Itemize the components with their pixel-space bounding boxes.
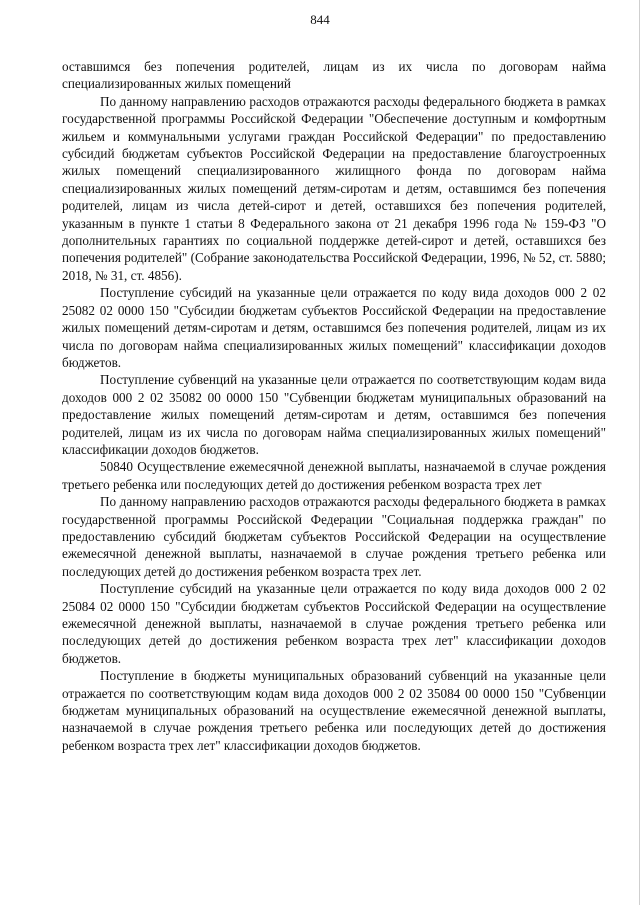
- paragraph-federal-budget-housing: По данному направлению расходов отражаются расходы федерального бюджета в рамках государственной программы Российской Федерации "Обеспечение доступным и комфортным жильем и коммунальными услугами граждан Российской Федерации" по предоставлению субсидий бюджетам субъектов Российской Федерации на предоставление благоустроенных жилых помещений специализированного жилищного фонда по договорам найма специализированных жилых помещений детям-сиротам и детям, оставшимся без попечения родителей, лицам из числа детей-сирот и детей, оставшихся без попечения родителей, указанным в пункте 1 статьи 8 Федерального закона от 21 декабря 1996 года № 159-ФЗ "О дополнительных гарантиях по социальной поддержке детей-сирот и детей, оставшихся без попечения родителей" (Собрание законодательства Российской Федерации, 1996, № 52, ст. 5880; 2018, № 31, ст. 4856).: [62, 93, 606, 283]
- paragraph-heading-50840: 50840 Осуществление ежемесячной денежной выплаты, назначаемой в случае рождения третьего ребенка или последующих детей до достижения ребенком возраста трех лет: [62, 459, 606, 492]
- paragraph-subsidies-25082: Поступление субсидий на указанные цели отражается по коду вида доходов 000 2 02 25082 02 0000 150 "Субсидии бюджетам субъектов Российской Федерации на предоставление жилых помещений детям-сиротам и детям, оставшимся без попечения родителей, лицам из их числа по договорам найма специализированных жилых помещений" классификации доходов бюджетов.: [62, 285, 606, 370]
- page-number: 844: [310, 12, 330, 27]
- paragraph-subventions-35084: Поступление в бюджеты муниципальных образований субвенций на указанные цели отражается по соответствующим кодам вида доходов 000 2 02 35084 00 0000 150 "Субвенции бюджетам муниципальных образований на осуществление ежемесячной денежной выплаты, назначаемой в случае рождения третьего ребенка или последующих детей до достижения ребенком возраста трех лет" классификации доходов бюджетов.: [62, 668, 606, 753]
- paragraph-federal-budget-social-support: По данному направлению расходов отражаются расходы федерального бюджета в рамках государственной программы Российской Федерации "Социальная поддержка граждан" по предоставлению субсидий бюджетам субъектов Российской Федерации на осуществление ежемесячной денежной выплаты, назначаемой в случае рождения третьего ребенка или последующих детей до достижения ребенком возраста трех лет.: [62, 494, 606, 579]
- paragraph-subventions-35082: Поступление субвенций на указанные цели отражается по соответствующим кодам вида доходов 000 2 02 35082 00 0000 150 "Субвенции бюджетам муниципальных образований на предоставление жилых помещений детям-сиротам и детям, оставшимся без попечения родителей, лицам из их числа по договорам найма специализированных жилых помещений" классификации доходов бюджетов.: [62, 372, 606, 457]
- paragraph-subsidies-25084: Поступление субсидий на указанные цели отражается по коду вида доходов 000 2 02 25084 02 0000 150 "Субсидии бюджетам субъектов Российской Федерации на осуществление ежемесячной денежной выплаты, назначаемой в случае рождения третьего ребенка или последующих детей до достижения ребенком возраста трех лет" классификации доходов бюджетов.: [62, 581, 606, 666]
- document-body: [62, 58, 606, 754]
- paragraph-continuation: оставшимся без попечения родителей, лицам из их числа по договорам найма специализированных жилых помещений: [62, 59, 606, 92]
